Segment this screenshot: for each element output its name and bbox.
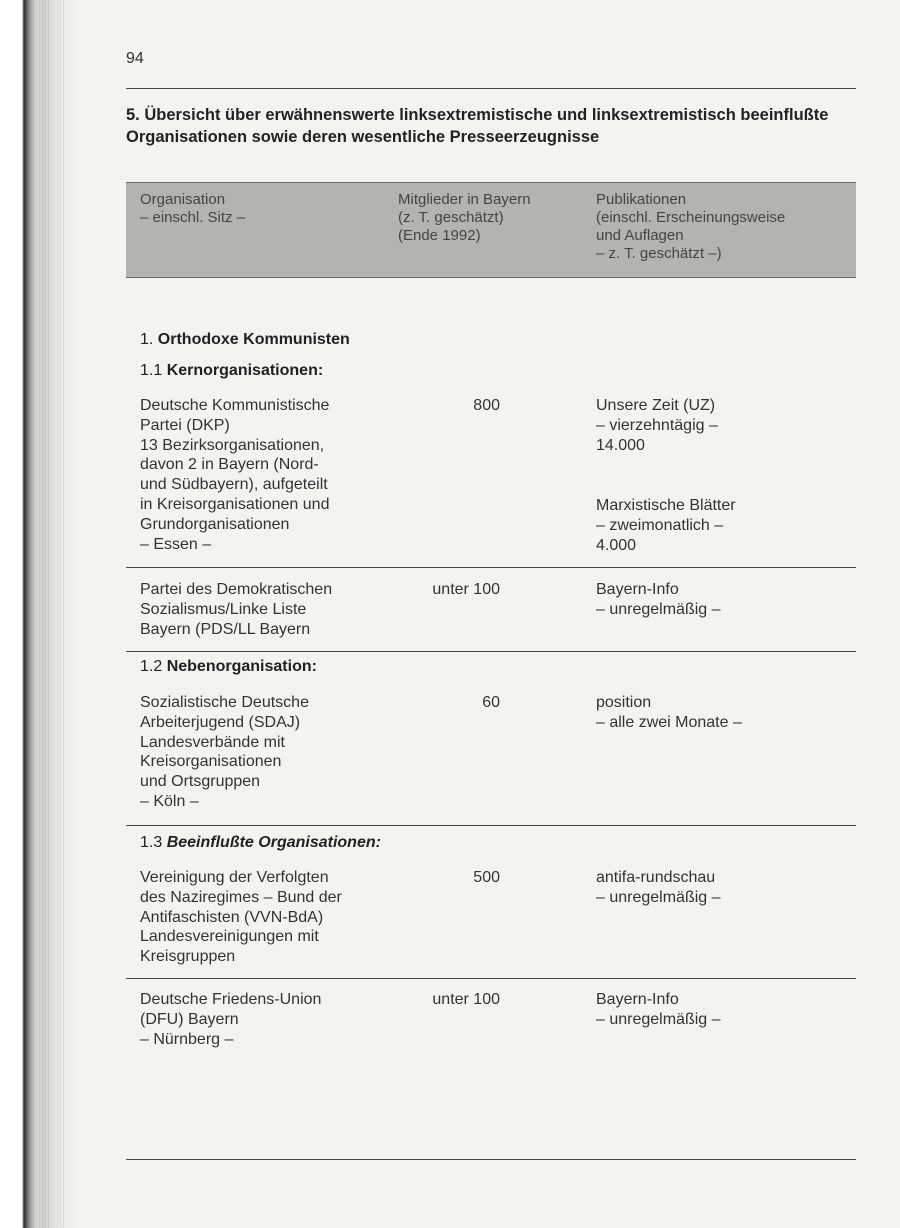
heading-kernorganisationen — [140, 362, 323, 380]
heading-beeinflusste-organisationen — [140, 834, 381, 852]
organisation-cell: Vereinigung der Verfolgten des Naziregimes – Bund der Antifaschisten (VVN-BdA) Landesvereinigungen mit Kreisgruppen — [140, 869, 342, 966]
row-divider — [126, 651, 856, 652]
table-header — [126, 182, 856, 278]
heading-number: 1.1 — [140, 362, 163, 379]
heading-number: 1.3 — [140, 834, 163, 851]
page-number: 94 — [126, 50, 144, 67]
heading-nebenorganisation — [140, 658, 317, 676]
organisation-cell: Sozialistische Deutsche Arbeiterjugend (SDAJ) Landesverbände mit Kreisorganisationen und Ortsgruppen – Köln – — [140, 694, 309, 810]
organisation-cell: Deutsche Kommunistische Partei (DKP) 13 Bezirksorganisationen, davon 2 in Bayern (Nord- und Südbayern), aufgeteilt in Kreisorganisationen und Grundorganisationen – Essen – — [140, 397, 330, 553]
members-cell: unter 100 — [432, 991, 500, 1008]
heading-label: Orthodoxe Kommunisten — [157, 331, 350, 348]
heading-number: 1.2 — [140, 658, 163, 675]
publication-cell: antifa-rundschau – unregelmäßig – — [596, 869, 721, 906]
heading-label: Nebenorganisation: — [166, 658, 317, 675]
heading-label: Kernorganisationen: — [166, 362, 324, 379]
members-cell: 800 — [473, 397, 500, 414]
publication-cell: Unsere Zeit (UZ) – vierzehntägig – 14.000 — [596, 397, 718, 454]
page-edge-lines — [36, 0, 66, 1228]
heading-label: Beeinflußte Organisationen: — [166, 834, 381, 851]
top-rule — [126, 88, 856, 89]
bottom-rule — [126, 1159, 856, 1160]
section-title: 5. Übersicht über erwähnenswerte linksextremistische und linksextremistisch beeinflußte Organisationen sowie deren wesentliche Presseerzeugnisse — [126, 106, 829, 146]
heading-number: 1. — [140, 331, 154, 348]
organisation-cell: Partei des Demokratischen Sozialismus/Linke Liste Bayern (PDS/LL Bayern — [140, 581, 333, 638]
row-divider — [126, 825, 856, 826]
publication-cell: Marxistische Blätter – zweimonatlich – 4.000 — [596, 497, 736, 554]
heading-orthodoxe-kommunisten — [140, 331, 350, 349]
row-divider — [126, 567, 856, 568]
publication-cell: Bayern-Info – unregelmäßig – — [596, 581, 721, 618]
header-organisation: Organisation – einschl. Sitz – — [140, 191, 246, 226]
publication-cell: Bayern-Info – unregelmäßig – — [596, 991, 721, 1028]
members-cell: 500 — [473, 869, 500, 886]
members-cell: 60 — [482, 694, 500, 711]
header-publications: Publikationen (einschl. Erscheinungsweise und Auflagen – z. T. geschätzt –) — [596, 191, 786, 262]
row-divider — [126, 978, 856, 979]
publication-cell: position – alle zwei Monate – — [596, 694, 742, 731]
organisation-cell: Deutsche Friedens-Union (DFU) Bayern – Nürnberg – — [140, 991, 322, 1048]
header-members: Mitglieder in Bayern (z. T. geschätzt) (Ende 1992) — [398, 191, 531, 244]
members-cell: unter 100 — [432, 581, 500, 598]
